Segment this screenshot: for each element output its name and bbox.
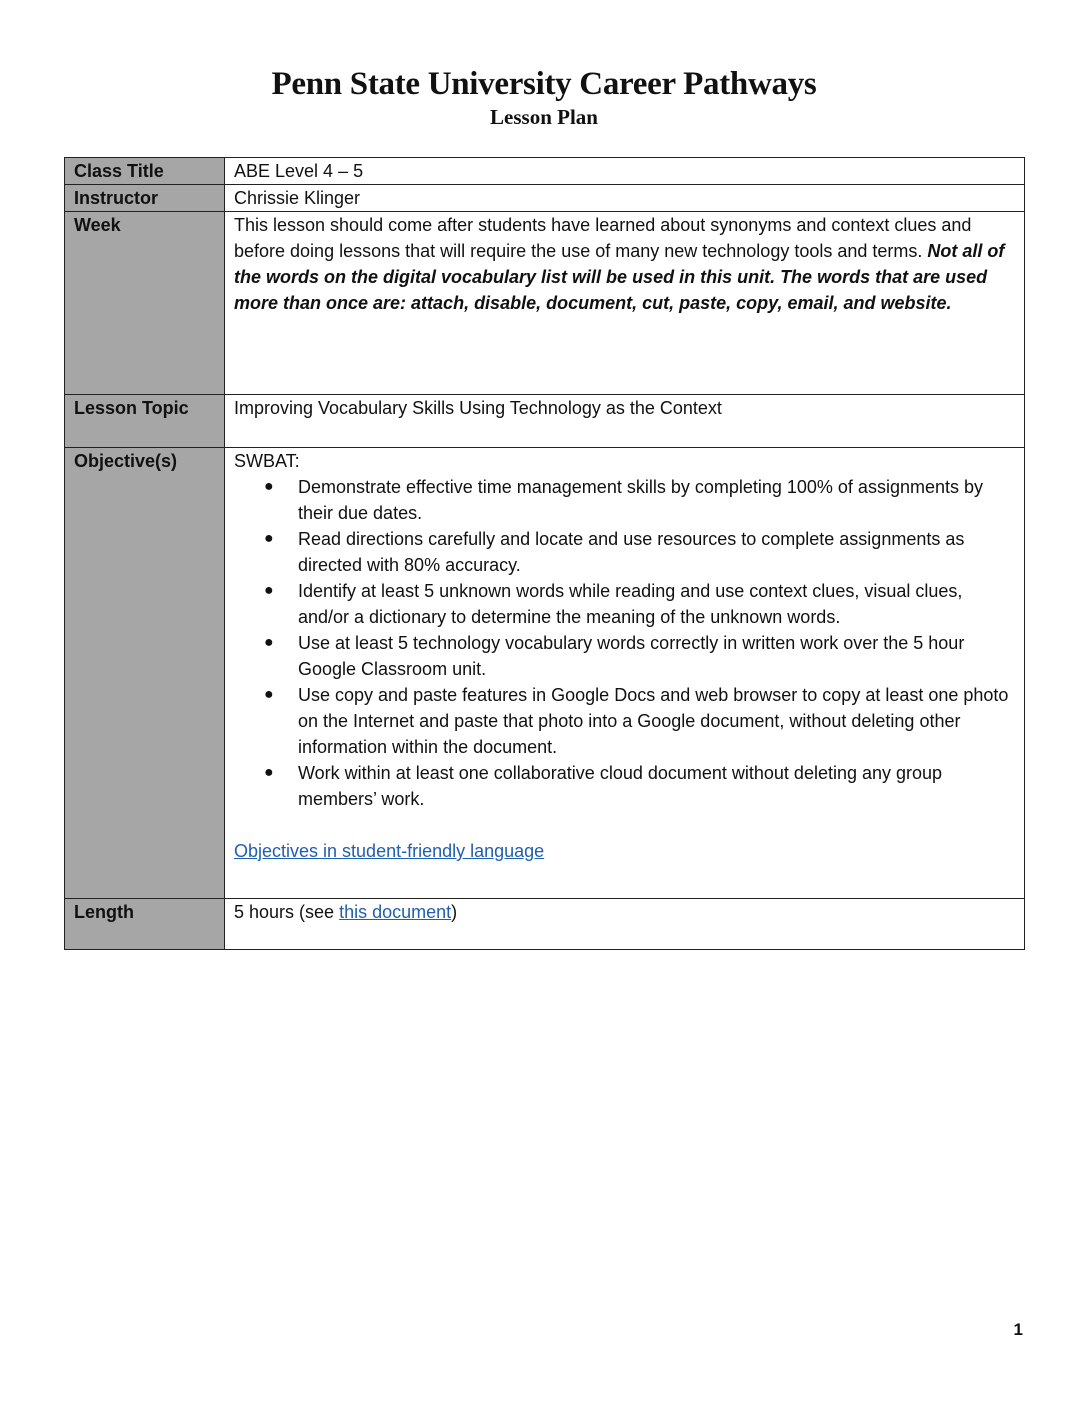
objective-text: Work within at least one collaborative cloud document without deleting any group members’ work. [298,763,943,809]
student-friendly-objectives-link[interactable]: Objectives in student-friendly language [234,841,545,861]
value-objectives [225,448,1025,899]
objectives-list [234,474,1015,812]
row-length [65,899,1025,950]
page-header [0,64,1088,130]
value-lesson-topic: Improving Vocabulary Skills Using Technology as the Context [225,395,1025,448]
row-instructor [65,185,1025,212]
objectives-intro: SWBAT: [234,451,300,471]
lesson-plan-table [64,157,1025,950]
label-objectives: Objective(s) [65,448,225,899]
bullet-icon: ● [264,582,274,599]
label-length: Length [65,899,225,950]
bullet-icon: ● [264,764,274,781]
bullet-icon: ● [264,478,274,495]
document-title: Penn State University Career Pathways [271,66,817,102]
week-text: This lesson should come after students have learned about synonyms and context clues and before doing lessons that will require the use of many new technology tools and terms. [234,215,972,261]
length-prefix: 5 hours (see [234,902,340,922]
list-item [264,578,1015,630]
value-week [225,212,1025,395]
list-item [264,682,1015,760]
label-class-title: Class Title [65,158,225,185]
objective-text: Demonstrate effective time management skills by completing 100% of assignments by their due dates. [298,477,983,523]
document-subtitle: Lesson Plan [490,105,598,129]
bullet-icon: ● [264,686,274,703]
row-lesson-topic [65,395,1025,448]
length-suffix: ) [451,902,458,922]
value-instructor: Chrissie Klinger [225,185,1025,212]
list-item [264,526,1015,578]
list-item [264,630,1015,682]
value-class-title: ABE Level 4 – 5 [225,158,1025,185]
row-objectives [65,448,1025,899]
label-instructor: Instructor [65,185,225,212]
week-emphasis-text: Not all of the words on the digital vocabulary list will be used in this unit. The words that are used more than once are: attach, disable, document, cut, paste, copy, email, and website. [234,241,1005,313]
label-lesson-topic: Lesson Topic [65,395,225,448]
spacer [234,812,1015,838]
label-week: Week [65,212,225,395]
this-document-link[interactable]: this document [339,902,452,922]
bullet-icon: ● [264,530,274,547]
objective-text: Use at least 5 technology vocabulary words correctly in written work over the 5 hour Google Classroom unit. [298,633,965,679]
list-item [264,474,1015,526]
value-length [225,899,1025,950]
objective-text: Read directions carefully and locate and use resources to complete assignments as directed with 80% accuracy. [298,529,965,575]
row-week [65,212,1025,395]
objective-text: Use copy and paste features in Google Docs and web browser to copy at least one photo on the Internet and paste that photo into a Google document, without deleting other information within the document. [298,685,1009,757]
page-number: 1 [1013,1320,1023,1339]
row-class-title [65,158,1025,185]
bullet-icon: ● [264,634,274,651]
list-item [264,760,1015,812]
objective-text: Identify at least 5 unknown words while reading and use context clues, visual clues, and/or a dictionary to determine the meaning of the unknown words. [298,581,963,627]
